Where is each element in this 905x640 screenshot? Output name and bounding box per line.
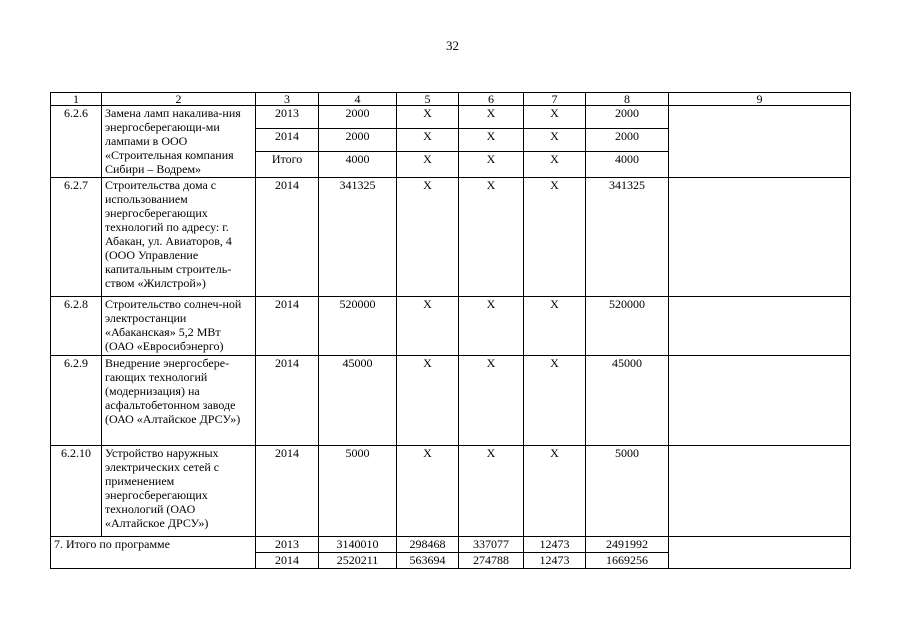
program-table: [50, 92, 851, 569]
page-number: 32: [446, 38, 459, 53]
table-row: [51, 297, 851, 356]
year-cell: 2014: [256, 297, 319, 356]
row-name: Строительство солнеч-ной электростанции «Абаканская» 5,2 МВт (ОАО «Евросибэнерго): [102, 297, 256, 356]
value-cell: 1669256: [586, 553, 669, 569]
value-cell: 2000: [319, 106, 397, 129]
header-cell: 9: [669, 93, 851, 106]
year-cell: 2014: [256, 446, 319, 537]
year-cell: 2014: [256, 178, 319, 297]
row-number: 6.2.8: [51, 297, 102, 356]
year-cell: 2014: [256, 129, 319, 152]
row-number: 6.2.9: [51, 356, 102, 446]
value-cell: 341325: [319, 178, 397, 297]
total-row: [51, 537, 851, 553]
year-cell: 2013: [256, 537, 319, 553]
value-cell: Х: [459, 152, 524, 178]
table-row: [51, 178, 851, 297]
total-label: 7. Итого по программе: [51, 537, 256, 553]
value-cell: Х: [459, 178, 524, 297]
row-number: 6.2.10: [51, 446, 102, 537]
value-cell: Х: [524, 106, 586, 129]
value-cell: Х: [524, 356, 586, 446]
value-cell: 12473: [524, 553, 586, 569]
note-cell: [669, 178, 851, 297]
value-cell: 520000: [586, 297, 669, 356]
value-cell: 5000: [586, 446, 669, 537]
row-name: Устройство наружных электрических сетей с применением энергосберегающих технологий (ОАО «Алтайское ДРСУ»): [102, 446, 256, 537]
value-cell: Х: [459, 446, 524, 537]
value-cell: 45000: [586, 356, 669, 446]
value-cell: Х: [397, 446, 459, 537]
header-row: [51, 93, 851, 106]
value-cell: 2000: [319, 129, 397, 152]
header-cell: 1: [51, 93, 102, 106]
value-cell: 2000: [586, 129, 669, 152]
note-cell: [669, 106, 851, 178]
value-cell: 5000: [319, 446, 397, 537]
row-number: 6.2.7: [51, 178, 102, 297]
note-cell: [669, 537, 851, 553]
note-cell: [669, 553, 851, 569]
year-cell: 2014: [256, 553, 319, 569]
header-cell: 8: [586, 93, 669, 106]
table-row: [51, 356, 851, 446]
row-number: 6.2.6: [51, 106, 102, 178]
value-cell: 3140010: [319, 537, 397, 553]
value-cell: 2520211: [319, 553, 397, 569]
value-cell: 520000: [319, 297, 397, 356]
note-cell: [669, 297, 851, 356]
year-cell: 2014: [256, 356, 319, 446]
value-cell: Х: [524, 178, 586, 297]
header-cell: 5: [397, 93, 459, 106]
value-cell: 12473: [524, 537, 586, 553]
value-cell: Х: [459, 356, 524, 446]
row-name: Внедрение энергосбере-гающих технологий (модернизация) на асфальтобетонном заводе (ОАО «Алтайское ДРСУ»): [102, 356, 256, 446]
value-cell: 45000: [319, 356, 397, 446]
value-cell: 563694: [397, 553, 459, 569]
row-name: Строительства дома с использованием энергосберегающих технологий по адресу: г. Абакан, ул. Авиаторов, 4 (ООО Управление капитальным строитель-ством «Жилстрой»): [102, 178, 256, 297]
value-cell: 341325: [586, 178, 669, 297]
header-cell: 2: [102, 93, 256, 106]
header-cell: 3: [256, 93, 319, 106]
table-row: [51, 446, 851, 537]
value-cell: Х: [397, 106, 459, 129]
value-cell: Х: [524, 152, 586, 178]
total-label-cont: [51, 553, 256, 569]
value-cell: Х: [397, 152, 459, 178]
header-cell: 7: [524, 93, 586, 106]
value-cell: Х: [524, 446, 586, 537]
header-cell: 6: [459, 93, 524, 106]
value-cell: Х: [397, 356, 459, 446]
note-cell: [669, 356, 851, 446]
note-cell: [669, 446, 851, 537]
total-row: [51, 553, 851, 569]
value-cell: 2491992: [586, 537, 669, 553]
header-cell: 4: [319, 93, 397, 106]
value-cell: Х: [524, 129, 586, 152]
year-cell: 2013: [256, 106, 319, 129]
value-cell: Х: [459, 129, 524, 152]
value-cell: Х: [524, 297, 586, 356]
value-cell: 4000: [586, 152, 669, 178]
year-cell: Итого: [256, 152, 319, 178]
value-cell: 2000: [586, 106, 669, 129]
value-cell: Х: [397, 178, 459, 297]
value-cell: Х: [397, 129, 459, 152]
table-row: [51, 106, 851, 129]
value-cell: 298468: [397, 537, 459, 553]
value-cell: 4000: [319, 152, 397, 178]
value-cell: 337077: [459, 537, 524, 553]
value-cell: Х: [459, 106, 524, 129]
value-cell: 274788: [459, 553, 524, 569]
row-name: Замена ламп накалива-ния энергосберегающи-ми лампами в ООО «Строительная компания Сибири – Водрем»: [102, 106, 256, 178]
value-cell: Х: [397, 297, 459, 356]
value-cell: Х: [459, 297, 524, 356]
